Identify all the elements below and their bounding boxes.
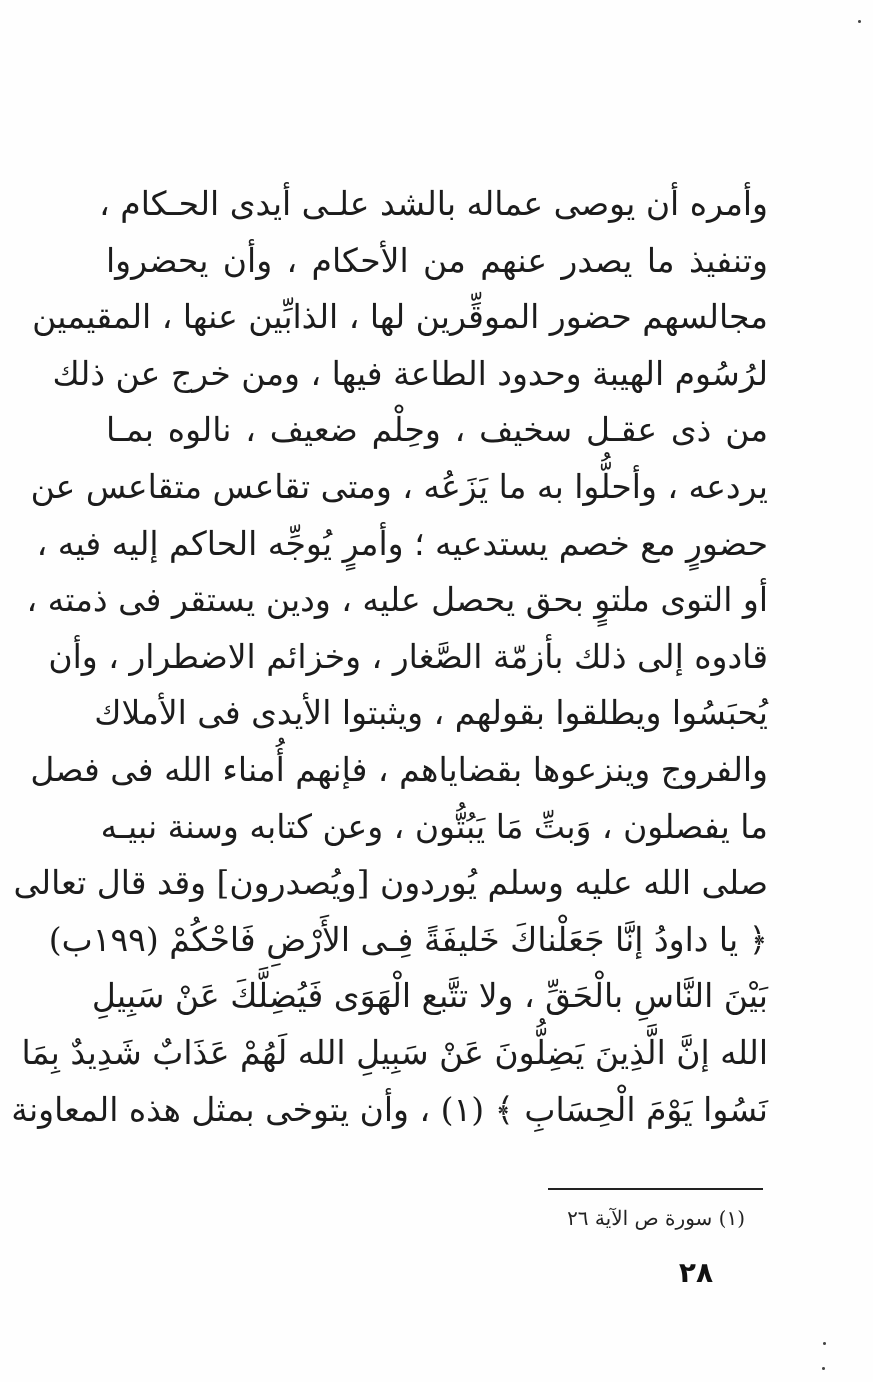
text-line: نَسُوا يَوْمَ الْحِسَابِ ﴾ (١) ، وأن يتوخى بمثل هذه المعاونة [11,1089,768,1129]
scan-speck [823,1342,826,1345]
text-line: والفروج وينزعوها بقضاياهم ، فإنهم أُمناء الله فى فصل [30,749,768,789]
text-line: وأمره أن يوصى عماله بالشد علـى أيدى الحـكام ، [99,184,768,223]
text-line: حضورٍ مع خصم يستدعيه ؛ وأمرٍ يُوجِّه الحاكم إليه فيه ، [36,523,768,563]
page-number: ٢٨ [678,1256,714,1289]
text-line: ما يفصلون ، وَبتِّ مَا يَبُتُّون ، وعن كتابه وسنة نبيـه [100,806,768,846]
scan-speck [822,1367,825,1370]
text-line: يُحبَسُوا ويطلقوا بقولهم ، ويثبتوا الأيدى فى الأملاك [94,693,768,733]
quran-verse-line: ﴿ يا داودُ إنَّا جَعَلْناكَ خَليفَةً فِـى الأَرْضِ فَاحْكُمْ (١٩٩ب) [48,919,768,959]
text-line: يردعه ، وأحلُّوا به ما يَزَعُه ، ومتى تقاعس متقاعس عن [30,466,768,506]
quran-verse-line: الله إنَّ الَّذِينَ يَضِلُّونَ عَنْ سَبِيلِ الله لَهُمْ عَذَابٌ شَدِيدٌ بِمَا [21,1032,768,1072]
body-text [11,176,768,1138]
quran-verse-line: بَيْنَ النَّاسِ بالْحَقِّ ، ولا تتَّبع الْهَوَى فَيُضِلَّكَ عَنْ سَبِيلِ [91,976,768,1016]
text-line: قادوه إلى ذلك بأزمّة الصَّغار ، وخزائم الاضطرار ، وأن [48,636,768,676]
footnote: (١) سورة ص الآية ٢٦ [567,1206,745,1230]
text-line: مجالسهم حضور الموقِّرين لها ، الذابِّين عنها ، المقيمين [32,297,768,337]
text-line: من ذى عقـل سخيف ، وحِلْم ضعيف ، نالوه بمـا [106,410,768,450]
scan-speck [858,20,861,23]
text-line: أو التوى ملتوٍ بحق يحصل عليه ، ودين يستقر فى ذمته ، [26,580,768,620]
text-line: وتنفيذ ما يصدر عنهم من الأحكام ، وأن يحضروا [106,240,768,280]
text-line: لرُسُوم الهيبة وحدود الطاعة فيها ، ومن خرج عن ذلك [52,353,768,393]
footnote-divider [548,1188,763,1190]
text-line: صلى الله عليه وسلم يُوردون [ويُصدرون] وقد قال تعالى [13,863,768,903]
